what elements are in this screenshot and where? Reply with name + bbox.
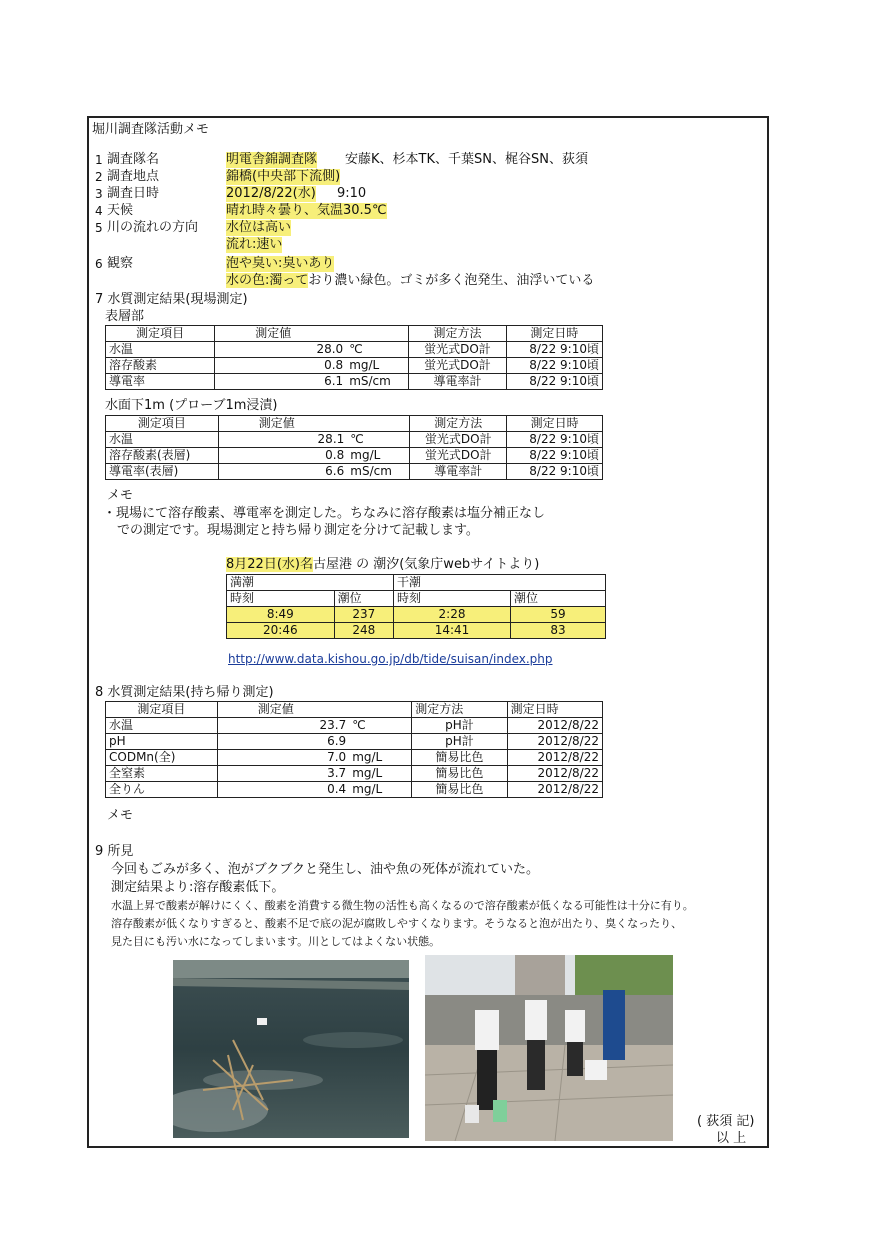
findings-line: 測定結果より:溶存酸素低下。 xyxy=(111,880,285,895)
memo-text-line: での測定です。現場測定と持ち帰り測定を分けて記載します。 xyxy=(117,523,479,538)
section-8-heading: 8 水質測定結果(持ち帰り測定) xyxy=(95,685,274,700)
item-label: 観察 xyxy=(107,256,134,271)
table-row: 溶存酸素 0.8 mg/L 蛍光式DO計 8/22 9:10頃 xyxy=(106,358,603,374)
table-row: 導電率 6.1 mS/cm 導電率計 8/22 9:10頃 xyxy=(106,374,603,390)
section-9-heading: 9 所見 xyxy=(95,844,134,859)
table-row: 導電率(表層) 6.6 mS/cm 導電率計 8/22 9:10頃 xyxy=(106,464,603,480)
tide-title: 8月22日(水)名古屋港 の 潮汐(気象庁webサイトより) xyxy=(226,557,540,572)
odor-observation: 泡や臭い:臭いあり xyxy=(226,256,335,271)
table-header-row: 測定項目 測定値 測定方法 測定日時 xyxy=(106,326,603,342)
survey-location: 錦橋(中央部下流側) xyxy=(226,169,341,184)
table-header-row: 測定項目 測定値 測定方法 測定日時 xyxy=(106,416,603,432)
doc-title: 堀川調査隊活動メモ xyxy=(92,122,210,137)
flow-speed: 流れ:速い xyxy=(226,237,283,252)
item-label: 天候 xyxy=(107,203,134,218)
river-surface-photo xyxy=(173,960,409,1138)
findings-line: 見た目にも汚い水になってしまいます。川としてはよくない状態。 xyxy=(111,935,441,948)
table-header-row: 測定項目 測定値 測定方法 測定日時 xyxy=(106,702,603,718)
table-row: 全りん 0.4 mg/L 簡易比色 2012/8/22 xyxy=(106,782,603,798)
findings-line: 水温上昇で酸素が解けにくく、酸素を消費する微生物の活性も高くなるので溶存酸素が低くなる可能性は十分に有り。 xyxy=(111,899,694,912)
surface-label: 表層部 xyxy=(105,309,145,324)
memo-label: メモ xyxy=(107,808,134,823)
water-color-observation: 水の色:濁っており濃い緑色。ゴミが多く泡発生、油浮いている xyxy=(226,273,595,288)
measurement-team-photo xyxy=(425,955,673,1141)
memo-text-line: ・現場にて溶存酸素、導電率を測定した。ちなみに溶存酸素は塩分補正なし xyxy=(103,506,546,521)
item-label: 川の流れの方向 xyxy=(107,220,199,235)
findings-line: 溶存酸素が低くなりすぎると、酸素不足で底の泥が腐敗しやすくなります。そうなると泡が出たり、臭くなったり、 xyxy=(111,917,683,930)
author-note: ( 荻須 記) xyxy=(697,1114,755,1129)
table-row: 8:49 237 2:28 59 xyxy=(227,607,606,623)
table-row: CODMn(全) 7.0 mg/L 簡易比色 2012/8/22 xyxy=(106,750,603,766)
survey-time: 9:10 xyxy=(337,186,367,201)
table-row: 溶存酸素(表層) 0.8 mg/L 蛍光式DO計 8/22 9:10頃 xyxy=(106,448,603,464)
tide-source-link[interactable]: http://www.data.kishou.go.jp/db/tide/suisan/index.php xyxy=(228,652,553,666)
depth-measurement-table xyxy=(105,415,603,480)
table-row: pH 6.9 pH計 2012/8/22 xyxy=(106,734,603,750)
table-header-row: 満潮 干潮 xyxy=(227,575,606,591)
table-row: 水温 28.1 ℃ 蛍光式DO計 8/22 9:10頃 xyxy=(106,432,603,448)
item-label: 調査隊名 xyxy=(107,152,160,167)
team-members: 安藤K、杉本TK、千葉SN、梶谷SN、荻須 xyxy=(345,152,588,167)
findings-line: 今回もごみが多く、泡がブクブクと発生し、油や魚の死体が流れていた。 xyxy=(111,862,539,877)
depth-label: 水面下1m (プローブ1m浸漬) xyxy=(105,398,278,413)
memo-label: メモ xyxy=(107,488,134,503)
surface-measurement-table xyxy=(105,325,603,390)
table-header-row: 時刻 潮位 時刻 潮位 xyxy=(227,591,606,607)
item-label: 調査日時 xyxy=(107,186,160,201)
survey-date: 2012/8/22(水) xyxy=(226,186,316,201)
end-mark: 以 上 xyxy=(716,1131,747,1146)
section-7-heading: 7 水質測定結果(現場測定) xyxy=(95,292,248,307)
table-row: 水温 28.0 ℃ 蛍光式DO計 8/22 9:10頃 xyxy=(106,342,603,358)
table-row: 水温 23.7 ℃ pH計 2012/8/22 xyxy=(106,718,603,734)
table-row: 全窒素 3.7 mg/L 簡易比色 2012/8/22 xyxy=(106,766,603,782)
table-row: 20:46 248 14:41 83 xyxy=(227,623,606,639)
document-frame: 堀川調査隊活動メモ 1 調査隊名 明電舎錦調査隊 安藤K、杉本TK、千葉SN、梶谷SN、荻須 2 調査地点 錦橋(中央部下流側) 3 調査日時 2012/8/22(水) 9:10 4 天候 晴れ時々曇り、気温30.5℃ 5 川の流れの方向 水位は高い 流れ:速い 6 観察 泡や臭い:臭いあり 水の色:濁っており濃い緑色。ゴミが多く泡発生、油浮いている 7 水質測定結果(現場測定) 表層部 測定項目 測定値 測定方法 測定日時 水温 28.0 ℃ 蛍光式DO計 8/22 9:10頃 溶存酸素 0.8 mg/L 蛍光式DO計 8/22 9:10頃 導電率 6.1 mS/cm 導電率計 8/22 9:10頃 水面下1m (プローブ1m浸漬) 測定項目 測定値 測定方法 測定日時 水温 28.1 ℃ 蛍光式DO計 8/22 9:10頃 溶存酸素(表層) 0.8 mg/L 蛍光式DO計 8/22 9:10頃 導電率(表層) 6.6 mS/cm 導電率計 8/22 9:10頃 メモ ・現場にて溶存酸素、導電率を測定した。ちなみに溶存酸素は塩分補正なし での測定です。現場測定と持ち帰り測定を分けて記載します。 8月22日(水)名古屋港 の 潮汐(気象庁webサイトより) 満潮 干潮 時刻 潮位 時刻 潮位 8:49 237 2:28 59 20:46 248 14:41 83 http://www.data.kishou.go.jp/db/tide/suisan/index.php 8 水質測定結果(持ち帰り測定) 測定項目 測定値 測定方法 測定日時 水温 23.7 ℃ pH計 2012/8/22 pH 6.9 pH計 2012/8/22 CODMn(全) 7.0 mg/L 簡易比色 2012/8/22 全窒素 3.7 mg/L 簡易比色 2012/8/22 全りん 0.4 mg/L 簡易比色 2012/8/22 メモ 9 所見 今回もごみが多く、泡がブクブクと発生し、油や魚の死体が流れていた。 測定結果より:溶存酸素低下。 水温上昇で酸素が解けにくく、酸素を消費する微生物の活性も高くなるので溶存酸素が低くなる可能性は十分に有り。 溶存酸素が低くなりすぎると、酸素不足で底の泥が腐敗しやすくなります。そうなると泡が出たり、臭くなったり、 見た目にも汚い水になってしまいます。川としてはよくない状態。 ( 荻須 記) 以 上 xyxy=(87,116,769,1148)
water-level: 水位は高い xyxy=(226,220,292,235)
team-name: 明電舎錦調査隊 xyxy=(226,152,318,167)
lab-measurement-table xyxy=(105,701,603,798)
item-label: 調査地点 xyxy=(107,169,160,184)
tide-table xyxy=(226,574,606,639)
weather: 晴れ時々曇り、気温30.5℃ xyxy=(226,203,387,218)
